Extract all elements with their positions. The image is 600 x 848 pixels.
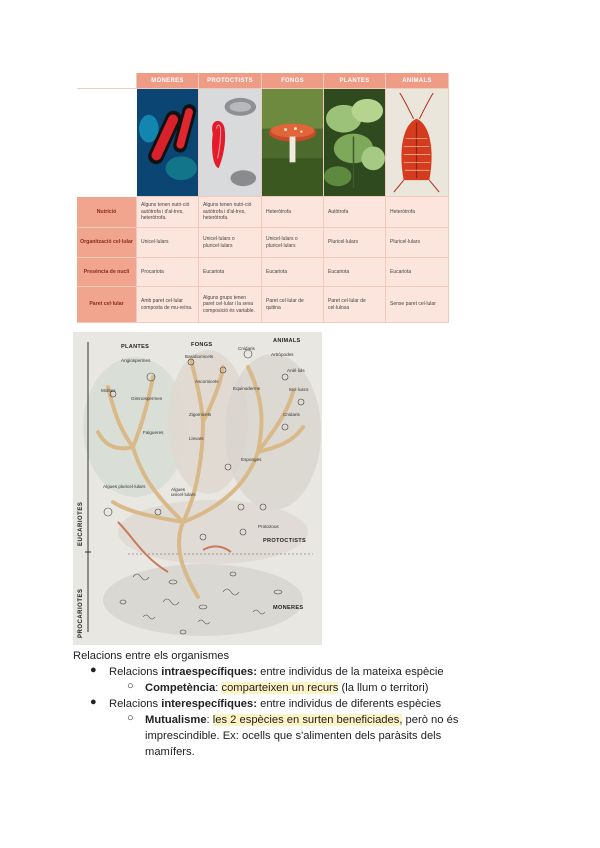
table-cell: Amb paret cel·lular composta de mu-reïna. (137, 287, 199, 323)
animals-photo (386, 89, 449, 197)
header-fongs: FONGS (262, 73, 324, 89)
table-cell: Eucariota (324, 258, 386, 287)
table-image-row (77, 89, 449, 197)
header-moneres: MONERES (137, 73, 199, 89)
row-label-paret: Paret cel·lular (77, 287, 137, 323)
tree-label: Llevats (189, 436, 204, 441)
table-cell: Procariota (137, 258, 199, 287)
tree-label: Zigomicets (189, 412, 212, 417)
row-label-nucli: Presència de nucli (77, 258, 137, 287)
fongs-photo (262, 89, 324, 197)
tree-label: Falgueres (143, 430, 164, 435)
table-cell: Unicel·lulars (137, 228, 199, 258)
tree-label: Mol·luscs (289, 387, 309, 392)
tree-label: Angiospermes (121, 358, 151, 363)
section-heading: Relacions entre els organismes (73, 650, 230, 662)
mutualisme-line-2: imprescindible. Ex: ocells que s'alimenten dels paràsits dels (145, 730, 442, 742)
tree-label: Algues unicel·lulars (171, 487, 196, 497)
bullet-dot: ● (90, 664, 97, 676)
tree-label: Protozous (258, 524, 279, 529)
header-animals: ANIMALS (386, 73, 449, 89)
axis-label-procariotes: PROCARIOTES (78, 588, 84, 638)
moneres-photo (137, 89, 199, 197)
sub-bullet-competencia: Competència: comparteixen un recurs (la llum o territori) (145, 682, 429, 694)
table-cell: Unicel·lulars o pluricel·lulars (262, 228, 324, 258)
group-label-protoctists: PROTOCTISTS (263, 538, 306, 544)
table-cell: Eucariota (386, 258, 449, 287)
tree-label: Molses (101, 388, 116, 393)
sub-bullet-circle: ○ (127, 680, 134, 692)
tree-label: Artròpodes (271, 352, 294, 357)
table-cell: Eucariota (199, 258, 262, 287)
table-row (77, 258, 449, 287)
table-cell: Eucariota (262, 258, 324, 287)
header-protoctists: PROTOCTISTS (199, 73, 262, 89)
table-cell: Heteròtrofa (262, 197, 324, 228)
group-label-fongs: FONGS (191, 342, 213, 348)
group-label-plantes: PLANTES (121, 344, 150, 350)
mutualisme-line-3: mamífers. (145, 746, 195, 758)
table-row (77, 228, 449, 258)
plantes-photo (324, 89, 386, 197)
kingdoms-comparison-table (77, 73, 449, 323)
table-row (77, 197, 449, 228)
table-cell: Pluricel·lulars (324, 228, 386, 258)
tree-label: Gimnospermes (131, 396, 163, 401)
tree-label: Ascomicets (195, 379, 219, 384)
tree-label: Algues pluricel·lulars (103, 484, 146, 489)
table-header-row (77, 73, 449, 89)
table-cell: Alguns tenen nutri-ció autòtrofa i d'al-tres, heteròtrofa. (199, 197, 262, 228)
bullet-dot: ● (90, 696, 97, 708)
bullet-intraspecific: Relacions intraespecífiques: entre individus de la mateixa espècie (109, 666, 444, 678)
row-label-nutricio: Nutrició (77, 197, 137, 228)
table-cell: Paret cel·lular de cel·lulosa (324, 287, 386, 323)
row-label-organitzacio: Organització cel·lular (77, 228, 137, 258)
tree-label: Esponges (241, 457, 262, 462)
protoctists-photo (199, 89, 262, 197)
table-row (77, 287, 449, 323)
term-interespecifiques: interespecífiques: (161, 698, 257, 710)
sub-bullet-mutualisme: Mutualisme: les 2 espècies en surten beneficiades, però no és (145, 714, 459, 726)
table-cell: Pluricel·lulars (386, 228, 449, 258)
term-mutualisme: Mutualisme (145, 714, 207, 726)
table-cell: Sense paret cel·lular (386, 287, 449, 323)
header-plantes: PLANTES (324, 73, 386, 89)
tree-label: Cnidaris (283, 412, 300, 417)
term-intraespecifiques: intraespecífiques: (161, 666, 257, 678)
group-label-moneres: MONERES (273, 605, 304, 611)
tree-label: Cnidaris (238, 346, 255, 351)
tree-label: Anèl·lids (287, 368, 305, 373)
sub-bullet-circle: ○ (127, 712, 134, 724)
highlight-text: les 2 espècies en surten beneficiades, (212, 714, 403, 726)
table-cell: Alguns grups tenen paret cel·lular i la seva composició és variable. (199, 287, 262, 323)
table-cell: Alguns tenen nutri-ció autòtrofa i d'al-tres, heteròtrofa. (137, 197, 199, 228)
highlight-text: comparteixen un recurs (221, 682, 339, 694)
tree-label: Basidiomicets (185, 354, 214, 359)
table-cell: Unicel·lulars o pluricel·lulars (199, 228, 262, 258)
table-cell: Paret cel·lular de quitina (262, 287, 324, 323)
bullet-interspecific: Relacions interespecífiques: entre individus de diferents espècies (109, 698, 442, 710)
table-cell: Heteròtrofa (386, 197, 449, 228)
tree-of-life-diagram (73, 332, 322, 645)
axis-label-eucariotes: EUCARIOTES (78, 501, 84, 546)
group-label-animals: ANIMALS (273, 338, 301, 344)
table-cell: Autòtrofa (324, 197, 386, 228)
tree-label: Equinoderms (233, 386, 261, 391)
term-competencia: Competència (145, 682, 216, 694)
